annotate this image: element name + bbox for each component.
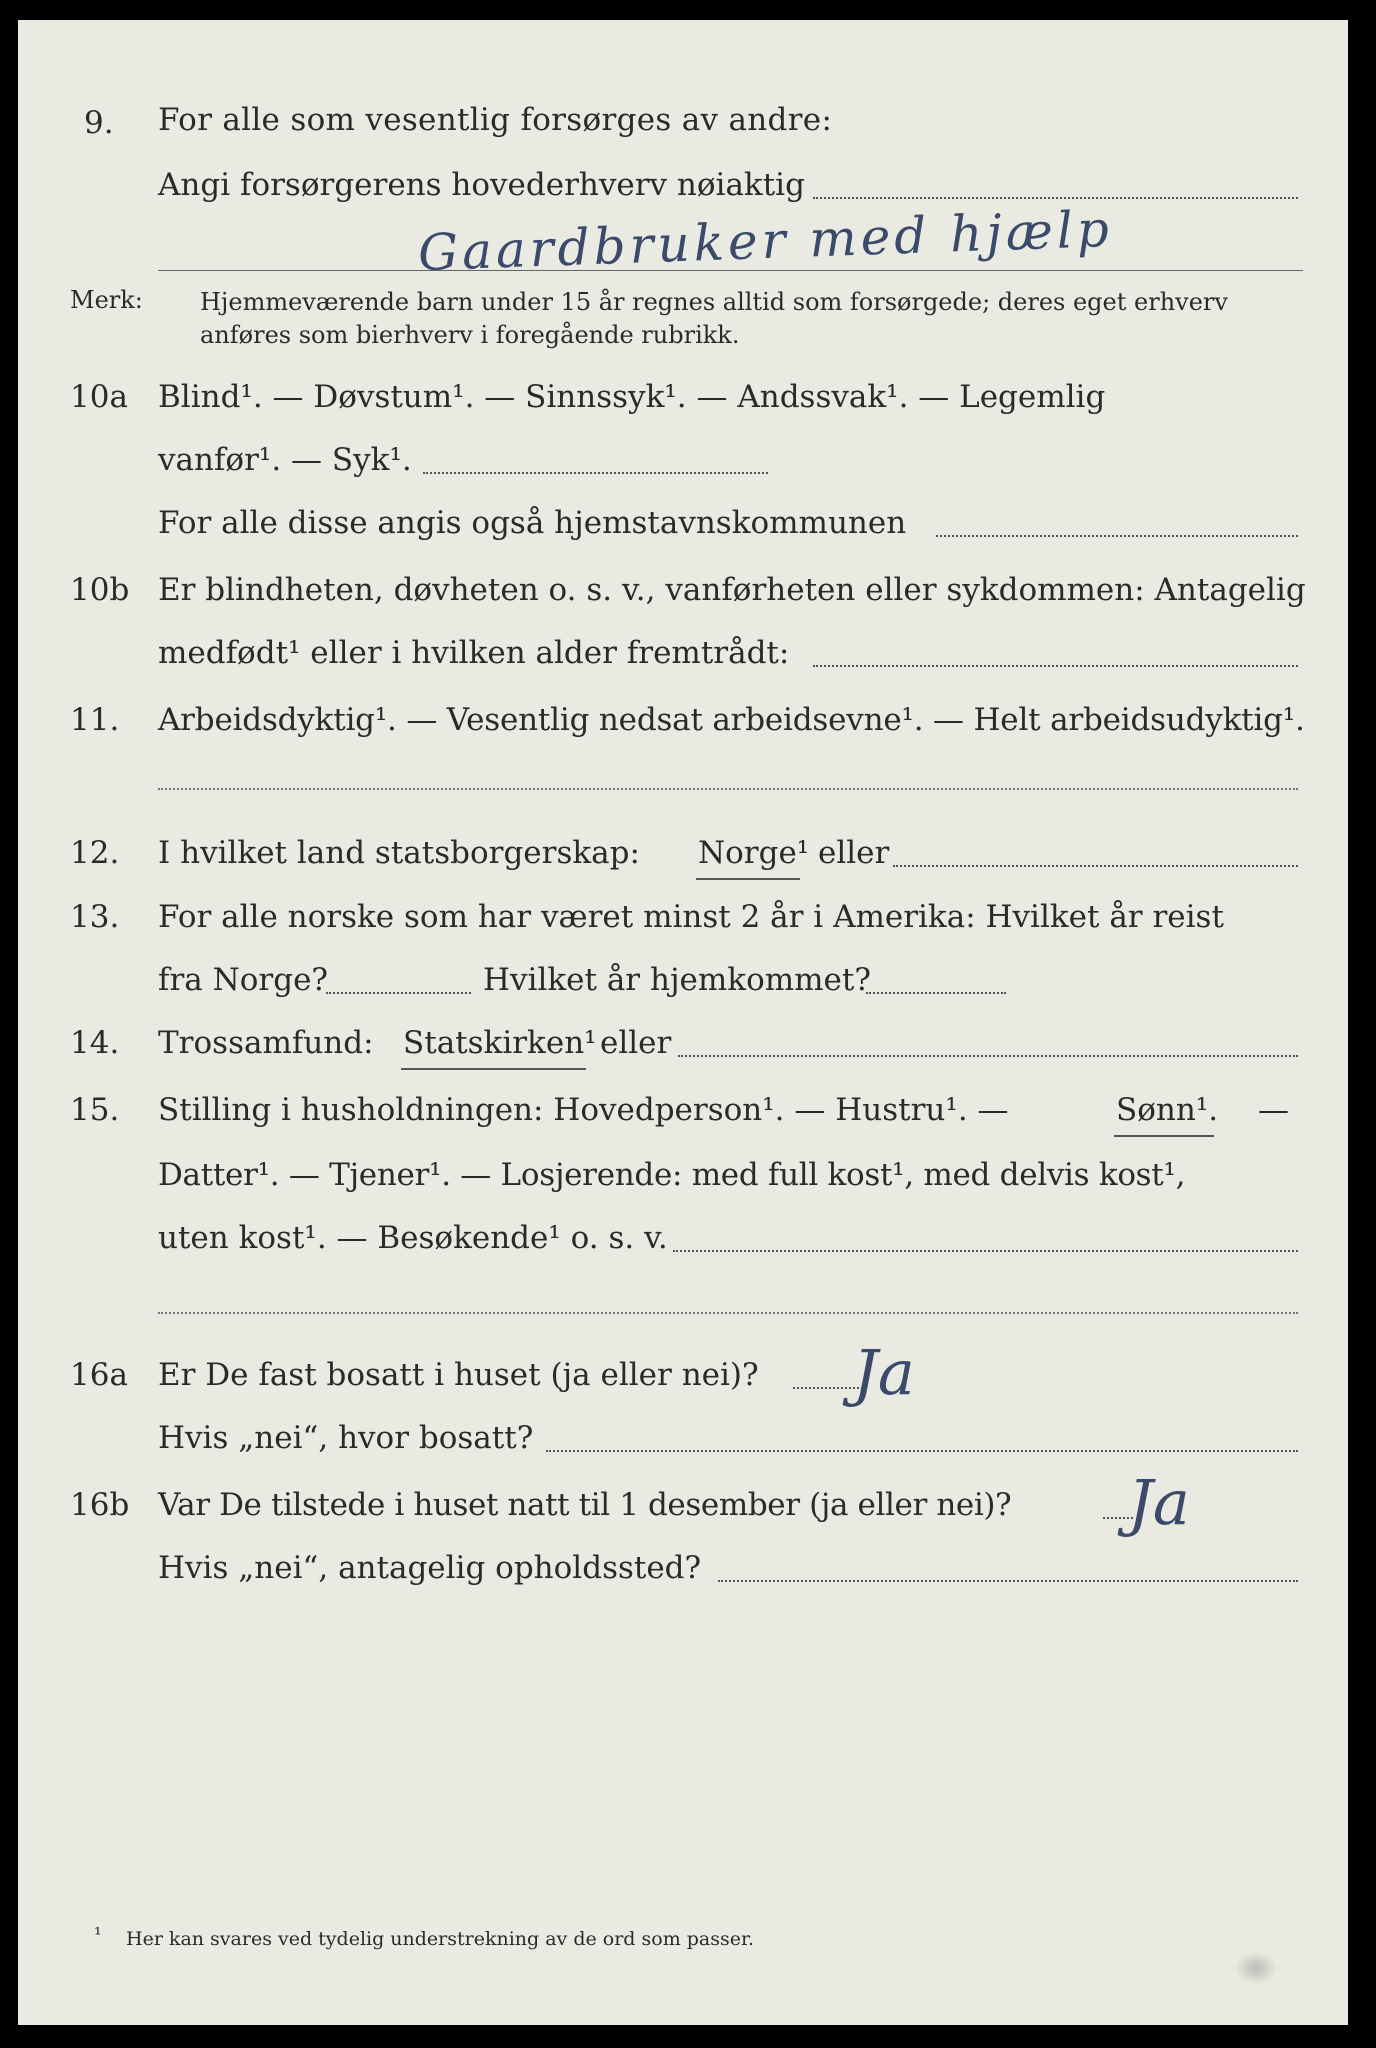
q15-sonn-option: Sønn¹.: [1116, 1092, 1219, 1128]
q13-number: 13.: [70, 899, 120, 935]
q16a-line2: Hvis „nei“, hvor bosatt?: [158, 1420, 534, 1456]
q14-label: Trossamfund:: [158, 1025, 374, 1061]
q12-norge-underline: [696, 878, 800, 880]
q15-dash: —: [1258, 1092, 1289, 1128]
q14-dotted-line: [678, 1055, 1298, 1057]
q10a-number: 10a: [70, 379, 128, 415]
footnote-text: Her kan svares ved tydelig understrekning av de ord som passer.: [126, 1928, 755, 1950]
q15-line1a: Stilling i husholdningen: Hovedperson¹. — Hustru¹. —: [158, 1092, 1009, 1128]
q15-sonn-underline: [1114, 1135, 1214, 1137]
q10b-number: 10b: [70, 572, 130, 608]
merk-label: Merk:: [70, 286, 143, 314]
q10a-line2: vanfør¹. — Syk¹.: [158, 442, 412, 478]
q14-statskirken-underline: [401, 1068, 586, 1070]
q16b-line2: Hvis „nei“, antagelig opholdssted?: [158, 1550, 702, 1586]
q15-answer-line: [158, 1312, 1298, 1314]
q12-norge-option: Norge¹: [698, 835, 810, 871]
q16b-number: 16b: [70, 1487, 130, 1523]
q9-line1: For alle som vesentlig forsørges av andre:: [158, 102, 833, 138]
q14-statskirken-option: Statskirken¹: [403, 1025, 597, 1061]
q10a-line3: For alle disse angis også hjemstavnskommunen: [158, 505, 907, 541]
q12-number: 12.: [70, 835, 120, 871]
q13-line2a: fra Norge?: [158, 962, 329, 998]
q16a-line1: Er De fast bosatt i huset (ja eller nei)?: [158, 1357, 759, 1393]
q15-line2: Datter¹. — Tjener¹. — Losjerende: med full kost¹, med delvis kost¹,: [158, 1157, 1186, 1193]
q9-handwritten-answer: Gaardbruker med hjælp: [417, 199, 1114, 283]
q13-line2b: Hvilket år hjemkommet?: [483, 962, 871, 998]
q12-dotted-line: [893, 865, 1298, 867]
q13-hjem-dotted-line: [866, 992, 1006, 994]
q9-dotted-line: [813, 197, 1298, 199]
q9-answer-line: [158, 270, 1303, 271]
q16b-opholdssted-dotted-line: [718, 1580, 1298, 1582]
q10a-line1: Blind¹. — Døvstum¹. — Sinnssyk¹. — Andssvak¹. — Legemlig: [158, 379, 1106, 415]
footnote-mark: ¹: [94, 1924, 102, 1946]
q16b-handwritten-answer: Ja: [1128, 1466, 1190, 1539]
q14-eller: eller: [600, 1025, 672, 1061]
q12-eller: eller: [818, 835, 890, 871]
q16a-number: 16a: [70, 1357, 128, 1393]
q16a-handwritten-answer: Ja: [853, 1336, 915, 1409]
paper-smudge: [1234, 1951, 1278, 1985]
q11-answer-line: [158, 788, 1298, 790]
q13-line1: For alle norske som har været minst 2 år i Amerika: Hvilket år reist: [158, 899, 1224, 935]
q15-line3: uten kost¹. — Besøkende¹ o. s. v.: [158, 1220, 668, 1256]
q15-number: 15.: [70, 1092, 120, 1128]
q14-number: 14.: [70, 1025, 120, 1061]
census-form-page: [18, 20, 1348, 2025]
q10b-line1: Er blindheten, døvheten o. s. v., vanførheten eller sykdommen: Antagelig: [158, 572, 1306, 608]
q15-dotted-line: [673, 1250, 1298, 1252]
merk-line1: Hjemmeværende barn under 15 år regnes alltid som forsørgede; deres eget erhverv: [200, 288, 1228, 316]
q11-number: 11.: [70, 702, 120, 738]
merk-line2: anføres som bierhverv i foregående rubrikk.: [200, 321, 740, 349]
q11-line1: Arbeidsdyktig¹. — Vesentlig nedsat arbeidsevne¹. — Helt arbeidsudyktig¹.: [158, 702, 1305, 738]
q9-number: 9.: [84, 105, 114, 141]
q9-line2: Angi forsørgerens hovederhverv nøiaktig: [158, 167, 805, 203]
q10b-dotted-line: [813, 665, 1298, 667]
q16b-line1: Var De tilstede i huset natt til 1 desember (ja eller nei)?: [158, 1487, 1012, 1523]
q10b-line2: medfødt¹ eller i hvilken alder fremtrådt:: [158, 635, 790, 671]
q12-line1: I hvilket land statsborgerskap:: [158, 835, 640, 871]
q10a-hjemstavn-dotted-line: [936, 535, 1298, 537]
q16a-bosatt-dotted-line: [546, 1450, 1298, 1452]
q13-reist-dotted-line: [326, 992, 471, 994]
q10a-syk-dotted-line: [423, 472, 768, 474]
